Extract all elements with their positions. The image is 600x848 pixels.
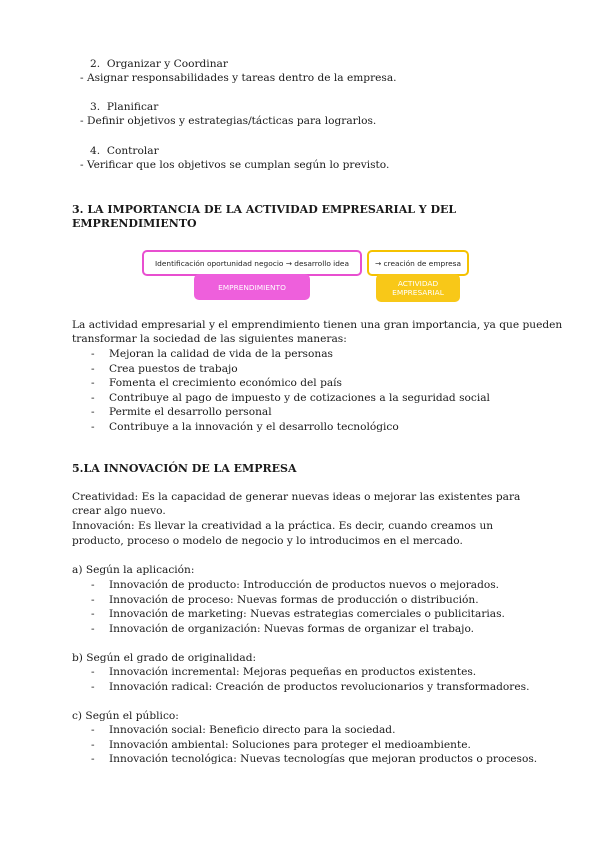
step-4-desc: - Verificar que los objetivos se cumplan según lo previsto. bbox=[80, 159, 390, 171]
list-item-text: Innovación de organización: Nuevas formas de organizar el trabajo. bbox=[109, 622, 475, 635]
dash: - bbox=[91, 753, 95, 766]
creatividad-line1: Creatividad: Es la capacidad de generar nuevas ideas o mejorar las existentes para bbox=[72, 491, 521, 503]
diagram-box-idea-text: Identificación oportunidad negocio → desarrollo idea bbox=[154, 258, 350, 268]
list-item-text: Innovación tecnológica: Nuevas tecnologías que mejoran productos o procesos. bbox=[109, 753, 538, 766]
step-3-desc: - Definir objetivos y estrategias/tácticas para lograrlos. bbox=[80, 115, 377, 127]
section-5-heading: 5.LA INNOVACIÓN DE LA EMPRESA bbox=[72, 462, 297, 475]
diagram-box-creation-text: → creación de empresa bbox=[374, 258, 462, 268]
group-c-title: c) Según el público: bbox=[72, 710, 179, 722]
step-title: Planificar bbox=[106, 101, 159, 113]
step-number: 3. bbox=[90, 101, 101, 113]
dash: - bbox=[91, 622, 95, 635]
section-3-intro-line2: transformar la sociedad de las siguientes maneras: bbox=[72, 333, 347, 345]
dash: - bbox=[91, 680, 95, 693]
list-item-text: Innovación incremental: Mejoras pequeñas en productos existentes. bbox=[109, 666, 477, 678]
list-item-text: Crea puestos de trabajo bbox=[109, 362, 238, 375]
dash: - bbox=[91, 608, 95, 621]
dash: - bbox=[91, 738, 95, 751]
step-4-title bbox=[90, 144, 159, 158]
dash: - bbox=[91, 724, 95, 736]
dash: - bbox=[91, 362, 95, 375]
list-item-text: Mejoran la calidad de vida de la personas bbox=[109, 348, 333, 360]
dash: - bbox=[91, 666, 95, 678]
diagram-box-creation bbox=[367, 250, 469, 276]
dash: - bbox=[91, 406, 95, 419]
step-2-desc: - Asignar responsabilidades y tareas dentro de la empresa. bbox=[80, 72, 397, 84]
step-number: 4. bbox=[90, 145, 101, 157]
diagram-label-emprendimiento bbox=[194, 274, 310, 300]
section-3-intro-line1: La actividad empresarial y el emprendimiento tienen una gran importancia, ya que pueden bbox=[72, 319, 563, 331]
list-item-text: Innovación radical: Creación de productos revolucionarios y transformadores. bbox=[109, 680, 530, 693]
step-title: Controlar bbox=[106, 145, 159, 157]
dash: - bbox=[91, 391, 95, 404]
dash: - bbox=[91, 348, 95, 360]
list-item-text: Innovación de producto: Introducción de productos nuevos o mejorados. bbox=[109, 579, 500, 591]
diagram-label-actividad-line1: ACTIVIDAD bbox=[397, 279, 439, 288]
step-2-title bbox=[90, 57, 228, 71]
group-b-title: b) Según el grado de originalidad: bbox=[72, 652, 257, 664]
step-title: Organizar y Coordinar bbox=[106, 58, 228, 70]
section-3-heading-line1: 3. LA IMPORTANCIA DE LA ACTIVIDAD EMPRESARIAL Y DEL bbox=[72, 203, 457, 216]
diagram-label-emprendimiento-text: EMPRENDIMIENTO bbox=[218, 282, 286, 292]
group-a-title: a) Según la aplicación: bbox=[72, 564, 195, 576]
list-item-text: Contribuye al pago de impuesto y de cotizaciones a la seguridad social bbox=[109, 391, 490, 404]
dash: - bbox=[91, 593, 95, 606]
list-item-text: Innovación ambiental: Soluciones para proteger el medioambiente. bbox=[109, 738, 471, 751]
dash: - bbox=[91, 377, 95, 390]
list-item-text: Permite el desarrollo personal bbox=[109, 406, 272, 419]
innovacion-line1: Innovación: Es llevar la creatividad a la práctica. Es decir, cuando creamos un bbox=[72, 520, 494, 532]
creatividad-line2: crear algo nuevo. bbox=[72, 505, 166, 517]
list-item-text: Innovación social: Beneficio directo para la sociedad. bbox=[109, 724, 396, 736]
list-item-text: Innovación de proceso: Nuevas formas de producción o distribución. bbox=[109, 593, 479, 606]
diagram-label-actividad-line2: EMPRESARIAL bbox=[392, 288, 444, 297]
diagram-box-idea bbox=[142, 250, 362, 276]
step-number: 2. bbox=[90, 58, 101, 70]
step-3-title bbox=[90, 100, 158, 114]
section-3-heading-line2: EMPRENDIMIENTO bbox=[72, 217, 197, 230]
innovacion-line2: producto, proceso o modelo de negocio y lo introducimos en el mercado. bbox=[72, 535, 463, 547]
list-item-text: Innovación de marketing: Nuevas estrategias comerciales o publicitarias. bbox=[109, 608, 505, 621]
dash: - bbox=[91, 420, 95, 433]
diagram-label-actividad bbox=[376, 274, 460, 302]
list-item-text: Contribuye a la innovación y el desarrollo tecnológico bbox=[109, 420, 399, 433]
dash: - bbox=[91, 579, 95, 591]
list-item-text: Fomenta el crecimiento económico del país bbox=[109, 377, 342, 390]
